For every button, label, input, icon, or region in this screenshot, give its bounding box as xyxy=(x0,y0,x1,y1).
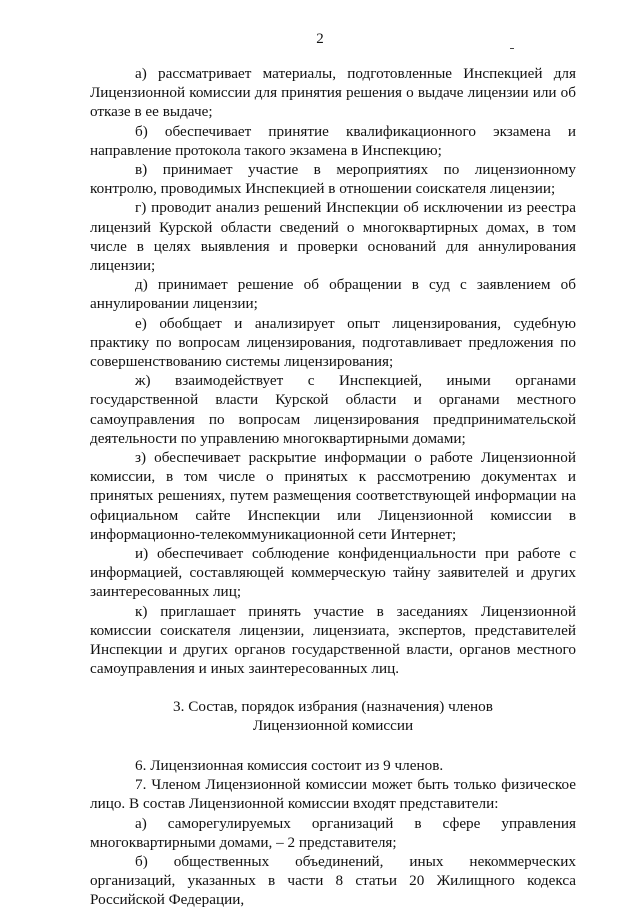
paragraph-6: 6. Лицензионная комиссия состоит из 9 членов. xyxy=(135,756,444,774)
paragraph-7-b: б) общественных объединений, иных некоммерческих организаций, указанных в части 8 статьи 20 Жилищного кодекса Российской Федерации, xyxy=(90,852,576,909)
list-item-zh: ж) взаимодействует с Инспекцией, иными органами государственной власти Курской области и органами местного самоуправления по вопросам лицензирования предпринимательской деятельности по управлению многоквартирными домами; xyxy=(90,372,576,447)
list-item-d: д) принимает решение об обращении в суд с заявлением об аннулировании лицензии; xyxy=(90,276,576,313)
list-item-z: з) обеспечивает раскрытие информации о работе Лицензионной комиссии, в том числе о принятых к рассмотрению документах и принятых решениях, путем размещения соответствующей информации на официальном сайте Инспекции или Лицензионной комиссии в информационно-телекоммуникационной сети Интернет; xyxy=(90,449,576,543)
list-item-b: б) обеспечивает принятие квалификационного экзамена и направление протокола такого экзамена в Инспекцию; xyxy=(90,122,576,159)
list-item-k: к) приглашает принять участие в заседаниях Лицензионной комиссии соискателя лицензии, лицензиата, экспертов, представителей Инспекции и других органов государственной власти, органов местного самоуправления и иных заинтересованных лиц. xyxy=(90,602,576,678)
section-heading-line2: Лицензионной комиссии xyxy=(252,716,414,734)
list-item-a: а) рассматривает материалы, подготовленные Инспекцией для Лицензионной комиссии для принятия решения о выдаче лицензии или об отказе в ее выдаче; xyxy=(90,65,576,121)
document-body xyxy=(90,64,576,910)
section-heading-line1: 3. Состав, порядок избрания (назначения) членов xyxy=(173,697,493,715)
page-number: 2 xyxy=(316,31,324,47)
list-item-v: в) принимает участие в мероприятиях по лицензионному контролю, проводимых Инспекцией в отношении соискателя лицензии; xyxy=(90,161,576,198)
scan-speck xyxy=(510,48,514,49)
paragraph-7-a: а) саморегулируемых организаций в сфере управления многоквартирными домами, – 2 представителя; xyxy=(90,814,576,851)
list-item-g: г) проводит анализ решений Инспекции об исключении из реестра лицензий Курской области сведений о многоквартирных домах, в том числе в целях выявления и проверки оснований для аннулирования лицензии; xyxy=(90,199,576,275)
paragraph-7: 7. Членом Лицензионной комиссии может быть только физическое лицо. В состав Лицензионной комиссии входят представители: xyxy=(90,776,576,813)
section-heading xyxy=(90,697,576,735)
list-item-i: и) обеспечивает соблюдение конфиденциальности при работе с информацией, составляющей коммерческую тайну заявителей и других заинтересованных лиц; xyxy=(90,545,576,601)
list-item-e: е) обобщает и анализирует опыт лицензирования, судебную практику по вопросам лицензирования, подготавливает предложения по совершенствованию системы лицензирования; xyxy=(90,314,576,371)
